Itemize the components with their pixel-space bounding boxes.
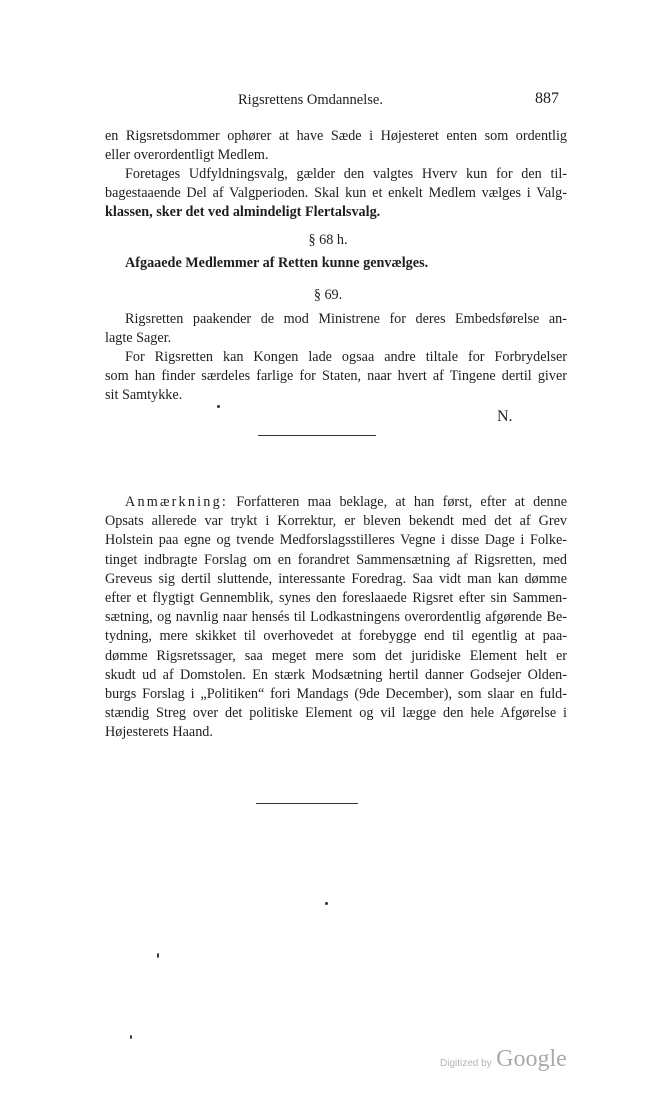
- note-line: tydning, mere skikket til overhovedet at forebygge end til egentlig at paa-: [105, 628, 567, 644]
- note-line: Holstein paa egne og tvende Medforslagsstilleres Vegne i disse Dage i Folke-: [105, 532, 567, 548]
- note-label: Anmærkning:: [125, 494, 229, 510]
- note-line: skudt ud af Domstolen. En stærk Modsætning hertil danner Godsejer Olden-: [105, 667, 567, 683]
- ink-speck: [130, 1035, 132, 1039]
- ink-speck: [325, 902, 328, 905]
- note-line: Opsats allerede var trykt i Korrektur, er bleven bekendt med det af Grev: [105, 513, 567, 529]
- note-line: burgs Forslag i „Politiken“ fori Mandags (9de December), som slaar en fuld-: [105, 686, 567, 702]
- body-line: eller overordentligt Medlem.: [105, 147, 269, 163]
- divider-rule: [258, 435, 376, 436]
- ink-speck: [217, 405, 220, 408]
- note-line: Højesterets Haand.: [105, 724, 213, 740]
- signature: N.: [497, 408, 513, 425]
- note-line: sætning, og navnlig naar hensés til Lodkastningens overordentlig afgørende Be-: [105, 609, 567, 625]
- note-line: efter et flygtigt Gennemblik, synes den foreslaaede Rigsret efter sin Sammen-: [105, 590, 567, 606]
- body-line: bagestaaende Del af Valgperioden. Skal kun et enkelt Medlem vælges i Valg-: [105, 185, 567, 201]
- section-heading-68h: § 68 h.: [308, 232, 348, 248]
- section-heading-69: § 69.: [313, 287, 343, 303]
- body-line: lagte Sager.: [105, 330, 172, 346]
- note-line: Greveus sig dertil sluttende, interessante Foredrag. Saa vidt man kan dømme: [105, 571, 567, 587]
- body-line: sit Samtykke.: [105, 387, 183, 403]
- divider-rule: [256, 803, 358, 804]
- body-line: som han finder særdeles farlige for Staten, naar hvert af Tingene dertil giver: [105, 368, 567, 384]
- body-line: Afgaaede Medlemmer af Retten kunne genvælges.: [125, 255, 429, 271]
- body-line: Foretages Udfyldningsvalg, gælder den valgtes Hverv kun for den til-: [125, 166, 567, 182]
- body-line: klassen, sker det ved almindeligt Flertalsvalg.: [105, 204, 381, 220]
- body-line: Rigsretten paakender de mod Ministrene for deres Embedsførelse an-: [125, 311, 567, 327]
- note-line: tinget indbragte Forslag om en forandret Sammensætning af Rigsretten, med: [105, 552, 567, 568]
- note-line: Anmærkning: Forfatteren maa beklage, at han først, efter at denne: [125, 494, 568, 510]
- body-line: For Rigsretten kan Kongen lade ogsaa andre tiltale for Forbrydelser: [125, 349, 567, 365]
- page-number: 887: [535, 90, 559, 107]
- google-watermark: Digitized by Google: [440, 1046, 567, 1072]
- body-line: en Rigsretsdommer ophører at have Sæde i Højesteret enten som ordentlig: [105, 128, 567, 144]
- running-header-title: Rigsrettens Omdannelse.: [238, 92, 383, 108]
- note-line: stændig Streg over det politiske Element og vil lægge den hele Afgørelse i: [105, 705, 567, 721]
- ink-speck: [157, 953, 159, 958]
- note-line: dømme Rigsretssager, saa meget mere som det juridiske Element helt er: [105, 648, 567, 664]
